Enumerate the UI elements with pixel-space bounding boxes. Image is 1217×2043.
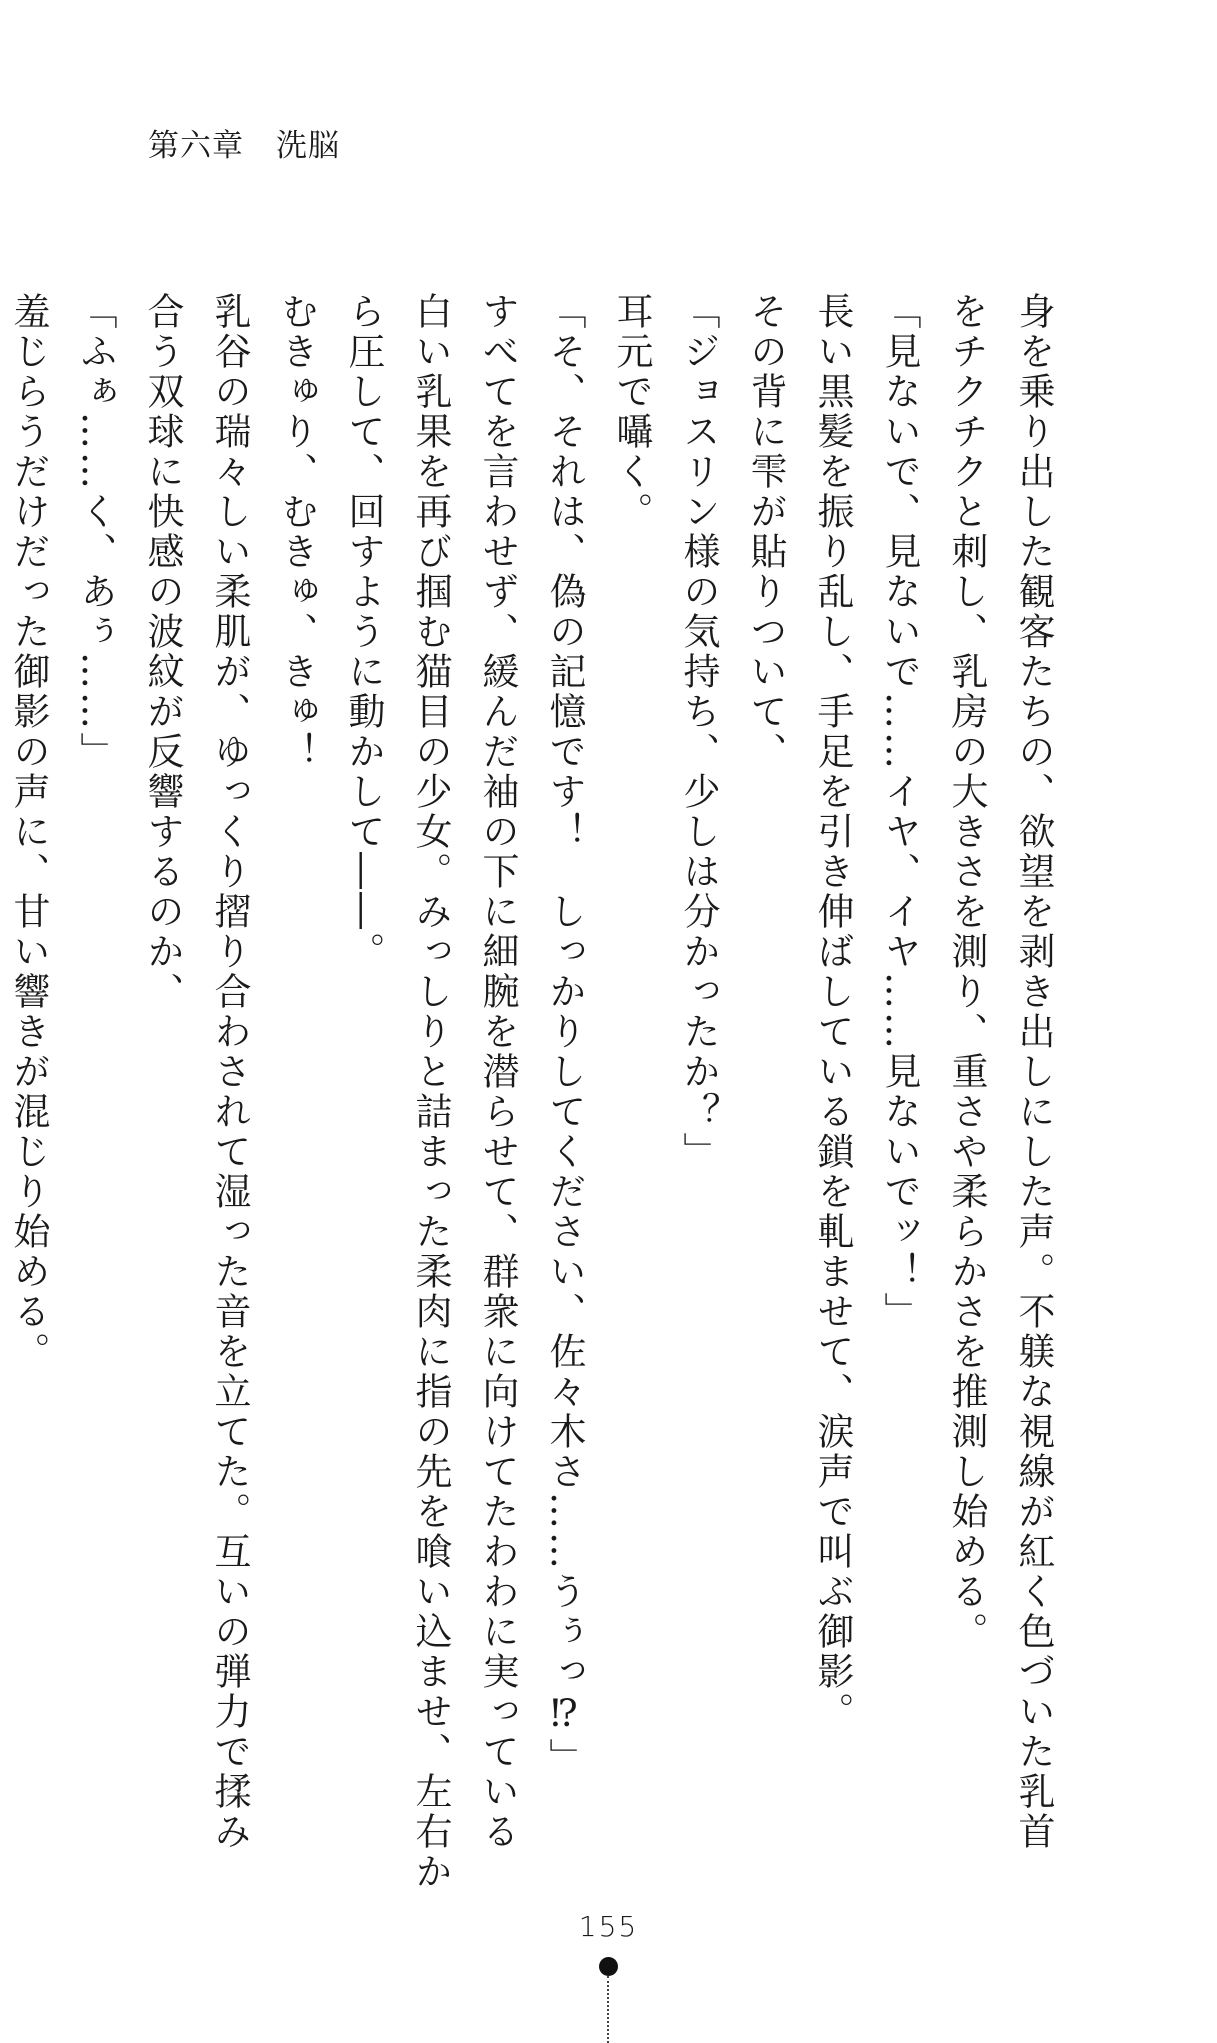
text-line: 白い乳果を再び掴む猫目の少女。みっしりと詰まった柔肉に指の先を喰い込ませ、左右か [409,292,452,1892]
text-line: その背に雫が貼りついて、 [744,292,787,772]
body-text [7,292,1067,1892]
folio-dot-ornament [599,1957,618,1976]
text-line: 羞じらうだけだった御影の声に、甘い響きが混じり始める。 [7,292,50,1372]
text-line: 「そ、それは、偽の記憶です！ しっかりしてください、佐々木さ……うぅっ⁉」 [543,292,586,1778]
text-line: すべてを言わせず、緩んだ袖の下に細腕を潜らせて、群衆に向けてたわわに実っている [476,292,519,1852]
text-line: 合う双球に快感の波紋が反響するのか、 [141,292,184,1012]
text-line: 耳元で囁く。 [610,292,653,532]
text-line: 長い黒髪を振り乱し、手足を引き伸ばしている鎖を軋ませて、涙声で叫ぶ御影。 [811,292,854,1732]
text-line: 「ふぁ……く、あぅ……」 [74,292,117,772]
folio-dotted-line [607,1976,609,2043]
text-line: 乳谷の瑞々しい柔肌が、ゆっくり摺り合わされて湿った音を立てた。互いの弾力で揉み [208,292,251,1852]
text-line: むきゅり、むきゅ、きゅ！ [275,292,318,772]
text-line: をチクチクと刺し、乳房の大きさを測り、重さや柔らかさを推測し始める。 [945,292,988,1652]
text-line: 「ジョスリン様の気持ち、少しは分かったか？」 [677,292,720,1172]
text-line: 身を乗り出した観客たちの、欲望を剥き出しにした声。不躾な視線が紅く色づいた乳首 [1012,292,1055,1852]
page-number: 155 [578,1910,639,1943]
text-line: ら圧して、回すように動かして――。 [342,292,385,972]
text-line: 「見ないで、見ないで……イヤ、イヤ……見ないでッ！」 [878,292,921,1332]
chapter-header: 第六章 洗脳 [148,128,340,164]
